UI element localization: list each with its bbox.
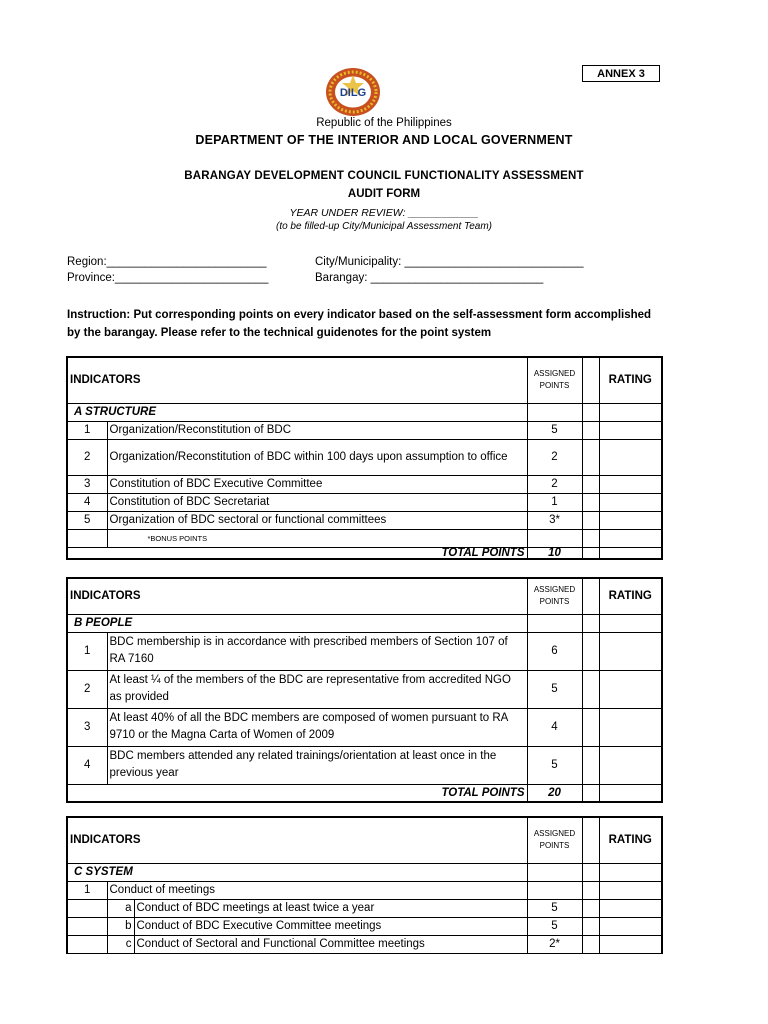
form-title: BARANGAY DEVELOPMENT COUNCIL FUNCTIONALITY ASSESSMENT xyxy=(184,170,584,182)
assigned-header: ASSIGNED xyxy=(533,369,576,379)
row-number: 2 xyxy=(67,670,107,708)
rating-cell[interactable] xyxy=(599,935,662,953)
assigned-points: 3* xyxy=(527,511,582,529)
people-table xyxy=(66,577,663,803)
indicator-text: BDC membership is in accordance with prescribed members of Section 107 of RA 7160 xyxy=(107,632,527,670)
region-field: Region:_________________________ xyxy=(67,256,267,268)
assigned-points: 2 xyxy=(527,439,582,475)
assigned-points: 4 xyxy=(527,708,582,746)
system-table xyxy=(66,816,663,954)
year-under-review: YEAR UNDER REVIEW: ____________ xyxy=(289,207,479,219)
rating-header: RATING xyxy=(599,578,662,614)
dilg-seal-icon xyxy=(324,67,382,117)
points-header: POINTS xyxy=(539,841,570,851)
indicator-text: At least ¼ of the members of the BDC are representative from accredited NGO as provided xyxy=(107,670,527,708)
indicator-text: Constitution of BDC Executive Committee xyxy=(107,475,527,493)
section-c-title: C SYSTEM xyxy=(67,863,527,881)
sub-letter: a xyxy=(107,899,134,917)
row-number: 3 xyxy=(67,475,107,493)
indicator-text: Organization/Reconstitution of BDC within 100 days upon assumption to office xyxy=(107,439,527,475)
total-value: 10 xyxy=(527,547,582,559)
assigned-header: ASSIGNED xyxy=(533,829,576,839)
sub-letter: c xyxy=(107,935,134,953)
rating-cell[interactable] xyxy=(599,708,662,746)
rating-cell[interactable] xyxy=(599,746,662,784)
province-field: Province:________________________ xyxy=(67,272,269,284)
assigned-points: 5 xyxy=(527,917,582,935)
row-number: 1 xyxy=(67,881,107,899)
assigned-header: ASSIGNED xyxy=(533,585,576,595)
row-number: 4 xyxy=(67,746,107,784)
rating-header: RATING xyxy=(599,357,662,403)
points-header: POINTS xyxy=(539,597,570,607)
assigned-points: 2* xyxy=(527,935,582,953)
sub-letter: b xyxy=(107,917,134,935)
bonus-note: *BONUS POINTS xyxy=(107,529,527,547)
filled-up-note: (to be filled-up City/Municipal Assessment Team) xyxy=(275,221,492,232)
barangay-field: Barangay: ___________________________ xyxy=(315,272,544,284)
total-label: TOTAL POINTS xyxy=(107,547,527,559)
row-number: 1 xyxy=(67,632,107,670)
indicator-text: Conduct of BDC meetings at least twice a year xyxy=(134,899,527,917)
annex-label: ANNEX 3 xyxy=(582,65,660,82)
indicator-text: Conduct of BDC Executive Committee meetings xyxy=(134,917,527,935)
row-number: 3 xyxy=(67,708,107,746)
indicators-header: INDICATORS xyxy=(67,817,134,863)
rating-cell[interactable] xyxy=(599,439,662,475)
points-header: POINTS xyxy=(539,381,570,391)
rating-cell[interactable] xyxy=(599,493,662,511)
indicator-text: Organization/Reconstitution of BDC xyxy=(107,421,527,439)
assigned-points: 5 xyxy=(527,746,582,784)
total-label: TOTAL POINTS xyxy=(107,784,527,802)
indicator-text: Conduct of meetings xyxy=(107,881,527,899)
assigned-points: 6 xyxy=(527,632,582,670)
rating-cell[interactable] xyxy=(599,670,662,708)
rating-cell[interactable] xyxy=(599,475,662,493)
rating-cell[interactable] xyxy=(599,917,662,935)
section-a-title: A STRUCTURE xyxy=(67,403,527,421)
indicators-header: INDICATORS xyxy=(67,578,107,614)
indicator-text: At least 40% of all the BDC members are composed of women pursuant to RA 9710 or the Magna Carta of Women of 2009 xyxy=(107,708,527,746)
form-subtitle: AUDIT FORM xyxy=(347,188,421,200)
row-number: 1 xyxy=(67,421,107,439)
indicator-text: Constitution of BDC Secretariat xyxy=(107,493,527,511)
rating-header: RATING xyxy=(599,817,662,863)
assigned-points: 2 xyxy=(527,475,582,493)
rating-cell[interactable] xyxy=(599,421,662,439)
row-number: 5 xyxy=(67,511,107,529)
department-title: DEPARTMENT OF THE INTERIOR AND LOCAL GOVERNMENT xyxy=(195,133,573,147)
section-b-title: B PEOPLE xyxy=(67,614,527,632)
row-number: 2 xyxy=(67,439,107,475)
republic-text: Republic of the Philippines xyxy=(316,117,452,129)
instruction-text: Instruction: Put corresponding points on every indicator based on the self-assessment form accomplished by the barangay. Please refer to the technical guidenotes for the point system xyxy=(67,309,652,339)
total-value: 20 xyxy=(527,784,582,802)
rating-cell[interactable] xyxy=(599,899,662,917)
rating-cell[interactable] xyxy=(599,511,662,529)
indicators-header: INDICATORS xyxy=(67,357,107,403)
assigned-points: 5 xyxy=(527,421,582,439)
indicator-text: BDC members attended any related trainings/orientation at least once in the previous year xyxy=(107,746,527,784)
assigned-points: 1 xyxy=(527,493,582,511)
assigned-points: 5 xyxy=(527,899,582,917)
structure-table xyxy=(66,356,663,560)
row-number: 4 xyxy=(67,493,107,511)
rating-cell[interactable] xyxy=(599,632,662,670)
indicator-text: Organization of BDC sectoral or functional committees xyxy=(107,511,527,529)
indicator-text: Conduct of Sectoral and Functional Committee meetings xyxy=(134,935,527,953)
city-field: City/Municipality: ____________________________ xyxy=(315,256,584,268)
assigned-points: 5 xyxy=(527,670,582,708)
seal-text: DILG xyxy=(339,87,367,99)
